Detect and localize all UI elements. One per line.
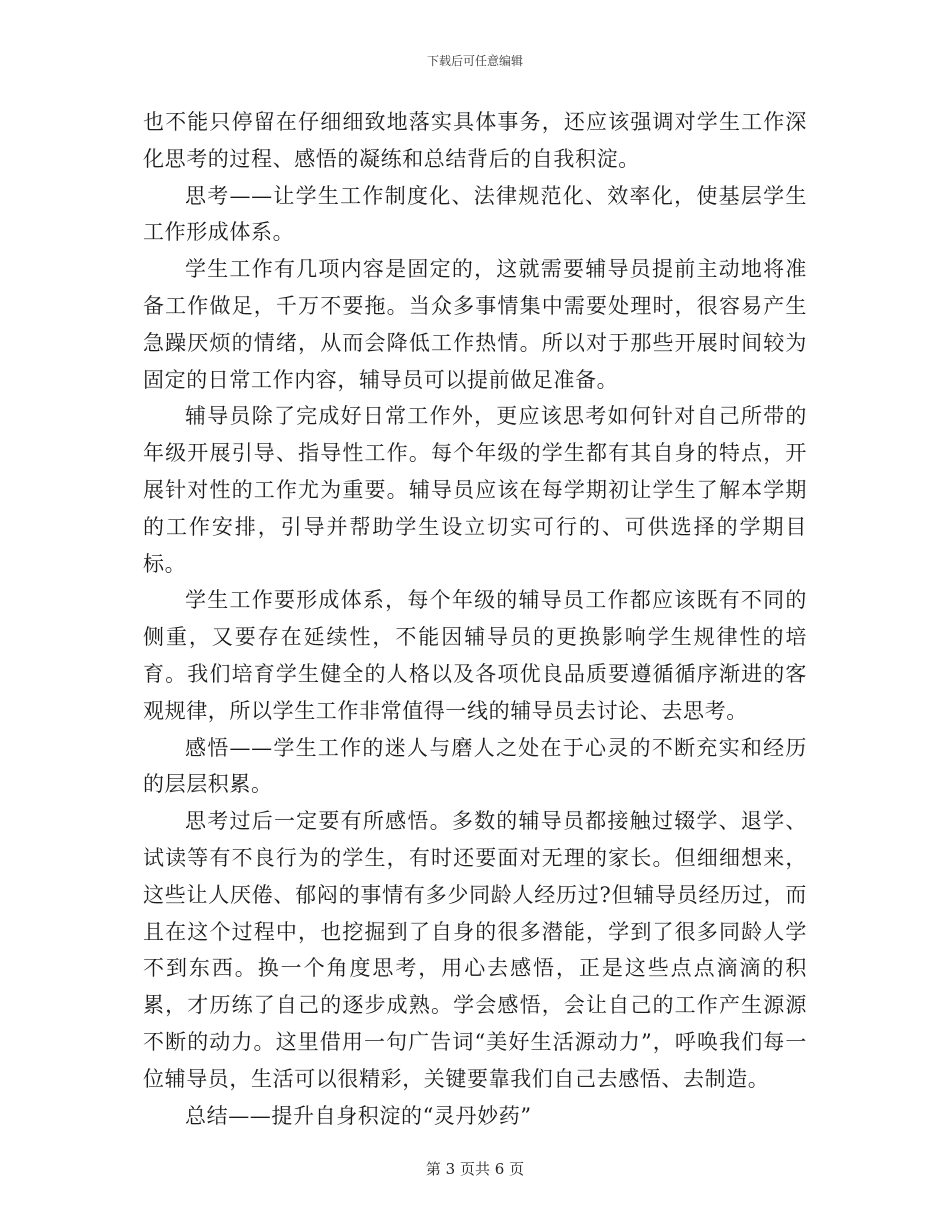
paragraph-8: 总结——提升自身积淀的“灵丹妙药” <box>185 1103 532 1128</box>
paragraph-4: 辅导员除了完成好日常工作外，更应该思考如何针对自己所带的年级开展引导、指导性工作。每个年级的学生都有其自身的特点，开展针对性的工作尤为重要。辅导员应该在每学期初让学生了解本学期的工作安排，引导并帮助学生设立切实可行的、可供选择的学期目标。 <box>143 404 807 576</box>
page-header-note: 下载后可任意编辑 <box>426 54 523 68</box>
document-body <box>143 104 807 1134</box>
paragraph-3: 学生工作有几项内容是固定的，这就需要辅导员提前主动地将准备工作做足，千万不要拖。当众多事情集中需要处理时，很容易产生急躁厌烦的情绪，从而会降低工作热情。所以对于那些开展时间较为固定的日常工作内容，辅导员可以提前做足准备。 <box>143 257 807 392</box>
paragraph-2: 思考——让学生工作制度化、法律规范化、效率化，使基层学生工作形成体系。 <box>143 183 807 245</box>
paragraph-5: 学生工作要形成体系，每个年级的辅导员工作都应该既有不同的侧重，又要存在延续性，不能因辅导员的更换影响学生规律性的培育。我们培育学生健全的人格以及各项优良品质要遵循循序渐进的客观规律，所以学生工作非常值得一线的辅导员去讨论、去思考。 <box>143 588 807 723</box>
paragraph-1: 也不能只停留在仔细细致地落实具体事务，还应该强调对学生工作深化思考的过程、感悟的凝练和总结背后的自我积淀。 <box>143 110 807 171</box>
paragraph-7: 思考过后一定要有所感悟。多数的辅导员都接触过辍学、退学、试读等有不良行为的学生，有时还要面对无理的家长。但细细想来，这些让人厌倦、郁闷的事情有多少同龄人经历过?但辅导员经历过，而且在这个过程中，也挖掘到了自身的很多潜能，学到了很多同龄人学不到东西。换一个角度思考，用心去感悟，正是这些点点滴滴的积累，才历练了自己的逐步成熟。学会感悟，会让自己的工作产生源源不断的动力。这里借用一句广告词“美好生活源动力”，呼唤我们每一位辅导员，生活可以很精彩，关键要靠我们自己去感悟、去制造。 <box>143 809 807 1091</box>
page-number: 第 3 页共 6 页 <box>425 1160 525 1178</box>
paragraph-6: 感悟——学生工作的迷人与磨人之处在于心灵的不断充实和经历的层层积累。 <box>143 735 807 797</box>
